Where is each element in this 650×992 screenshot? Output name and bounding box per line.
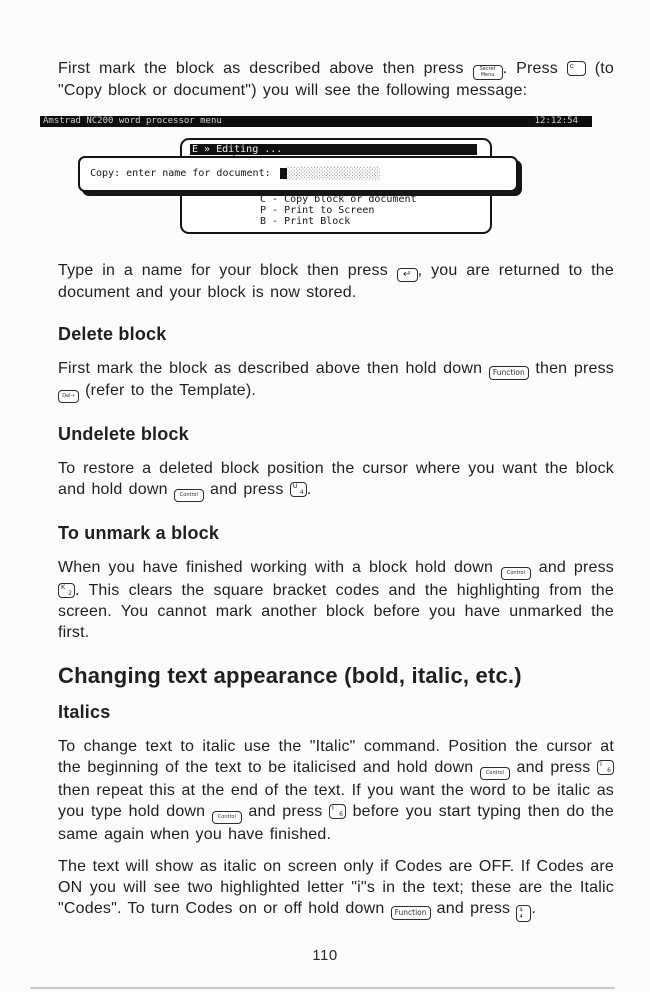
scan-edge-artifact [30, 987, 615, 989]
function-key: Function [391, 906, 431, 920]
text-cursor [280, 168, 287, 179]
name-input-field: ░░░░░░░░░░░░░░ [287, 167, 381, 180]
k2-key: K 2 [58, 583, 75, 598]
menu-item-copy-block: C - Copy block or document [260, 193, 417, 205]
del-right-key: Del→ [58, 390, 79, 403]
italic-key: I 6 [597, 760, 614, 775]
delete-block-paragraph: First mark the block as described above then hold down Function then press Del→ (refer to the Template). [58, 358, 614, 403]
screen-title: Amstrad NC200 word processor menu [43, 115, 222, 126]
function-key: Function [489, 366, 529, 380]
control-key: Control [174, 489, 204, 502]
control-key: Control [480, 767, 510, 780]
undelete-block-paragraph: To restore a deleted block position the cursor where you want the block and hold down Control and press U 4 . [58, 458, 614, 502]
heading-unmark-block: To unmark a block [58, 522, 220, 543]
screen-titlebar [40, 116, 592, 127]
u4-key: U 4 [290, 482, 307, 497]
italics-codes-paragraph: The text will show as italic on screen only if Codes are OFF. If Codes are ON you will see two highlighted letter "i"s in the text; these are the Italic "Codes". To turn Codes on or off hold down Function and press $ 4 . [58, 856, 614, 923]
italic-key: I 6 [329, 804, 346, 819]
wp-menu-screenshot [0, 114, 650, 246]
heading-undelete-block: Undelete block [58, 423, 189, 444]
heading-changing-appearance: Changing text appearance (bold, italic, etc.) [58, 662, 522, 688]
menu-bottom-group [260, 194, 417, 227]
dollar-4-key: $ 4 [516, 905, 531, 922]
italics-howto-paragraph: To change text to italic use the "Italic" command. Position the cursor at the beginning of the text to be italicised and hold down Control and press I 6 then repeat this at the end of the text. If you want the word to be italic as you type hold down Control and press I 6 before you start typing then do the same again when you have finished. [58, 737, 614, 843]
c-key: c [567, 61, 586, 76]
menu-item-print-block: B - Print Block [260, 215, 351, 227]
menu-item-print-to-screen: P - Print to Screen [260, 204, 375, 216]
intro-paragraph: First mark the block as described above then press Secret Menu . Press c (to "Copy block or document") you will see the following message: [58, 60, 614, 99]
unmark-block-paragraph: When you have finished working with a block hold down Control and press K 2 . This clears the square bracket codes and the highlighting from the screen. You cannot mark another block before you have unmarked the first. [58, 558, 614, 641]
page-number: 110 [312, 947, 338, 964]
return-key: ↵ [397, 268, 418, 282]
screen-clock: 12:12:54 [534, 115, 578, 126]
stored-paragraph: Type in a name for your block then press ↵ , you are returned to the document and your block is now stored. [58, 261, 614, 301]
control-key: Control [212, 811, 242, 824]
heading-delete-block: Delete block [58, 323, 167, 344]
secret-menu-key: Secret Menu [473, 65, 503, 80]
menu-item-editing: E » Editing ... [190, 144, 477, 155]
dialog-prompt: Copy: enter name for document: [90, 168, 271, 179]
control-key: Control [501, 567, 531, 580]
copy-name-dialog [78, 156, 518, 192]
heading-italics: Italics [58, 701, 111, 722]
